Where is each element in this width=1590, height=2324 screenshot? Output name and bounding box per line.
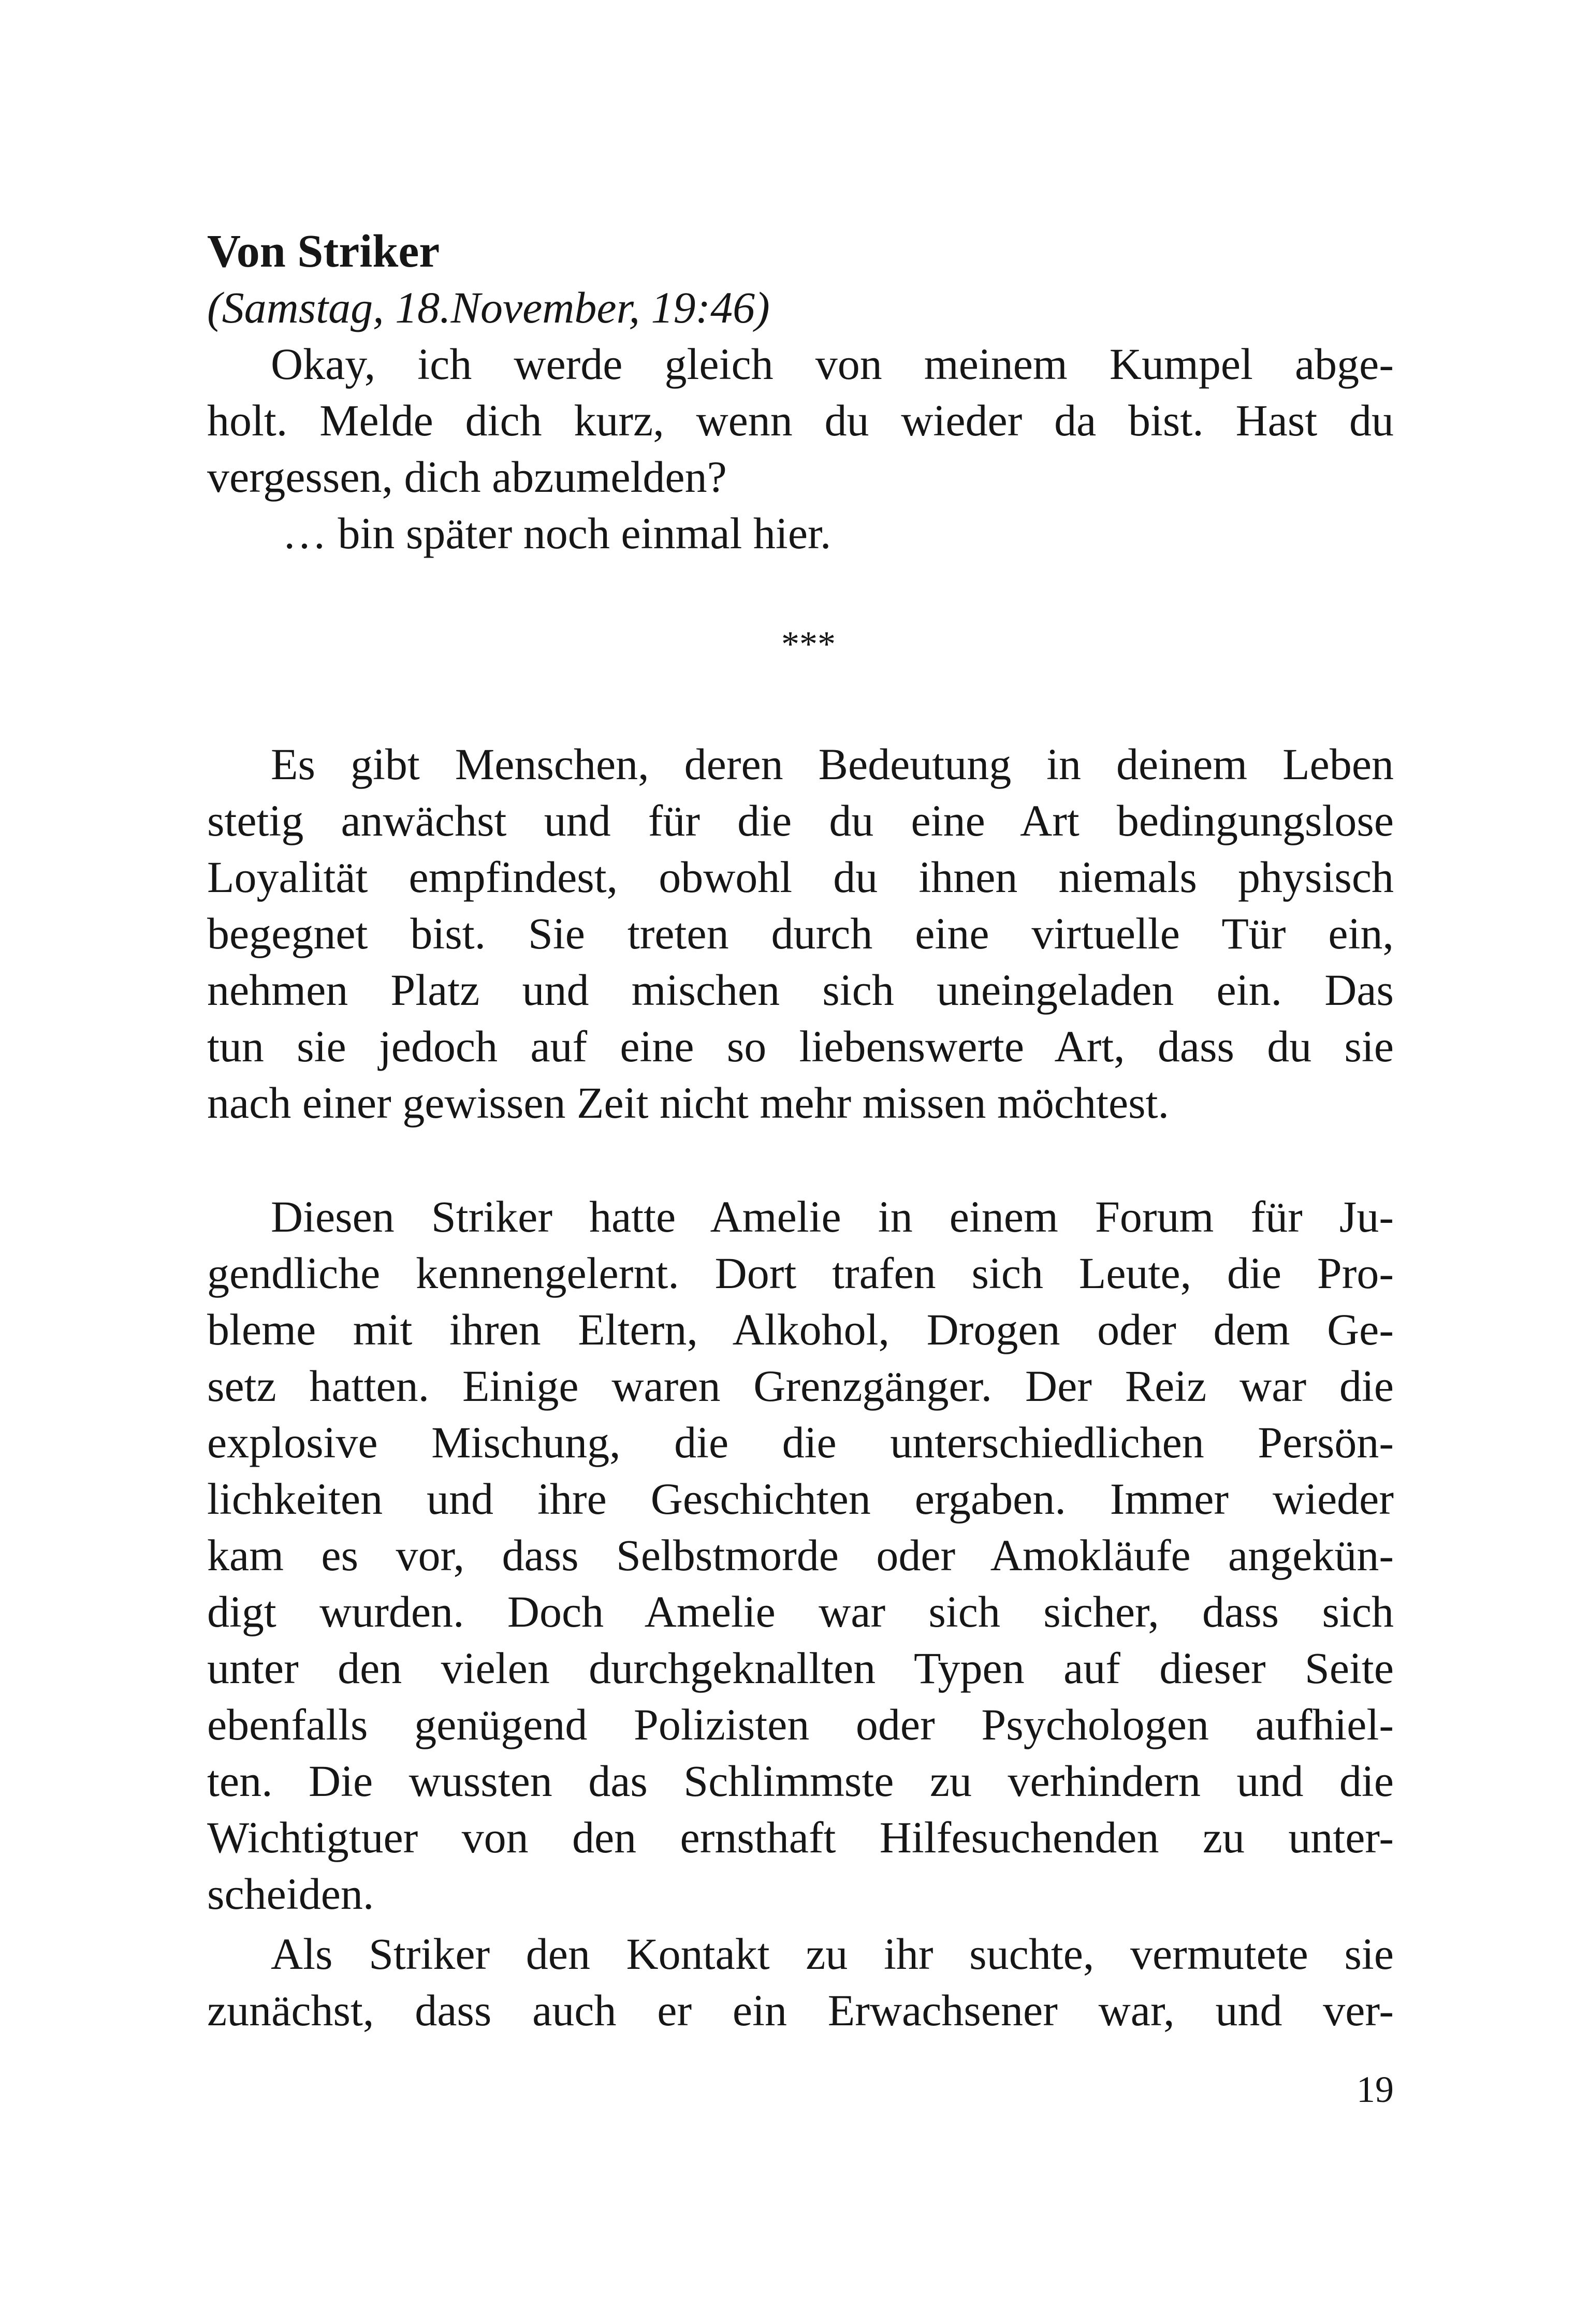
- message-line: holt. Melde dich kurz, wenn du wieder da bist. Hast du: [207, 396, 1394, 445]
- message-line: … bin später noch einmal hier.: [282, 508, 832, 558]
- paragraph-line: Als Striker den Kontakt zu ihr suchte, vermutete sie: [271, 1929, 1394, 1979]
- paragraph-line: scheiden.: [207, 1869, 374, 1919]
- paragraph-line: Wichtigtuer von den ernsthaft Hilfesuchenden zu unter-: [207, 1813, 1394, 1862]
- paragraph-line: ebenfalls genügend Polizisten oder Psychologen aufhiel-: [207, 1700, 1394, 1749]
- paragraph-line: gendliche kennengelernt. Dort trafen sich Leute, die Pro-: [207, 1248, 1394, 1298]
- message-line: vergessen, dich abzumelden?: [207, 452, 727, 502]
- paragraph-line: Loyalität empfindest, obwohl du ihnen niemals physisch: [207, 852, 1394, 902]
- paragraph-line: unter den vielen durchgeknallten Typen auf dieser Seite: [207, 1643, 1394, 1693]
- paragraph-line: begegnet bist. Sie treten durch eine virtuelle Tür ein,: [207, 909, 1394, 958]
- paragraph-line: lichkeiten und ihre Geschichten ergaben. Immer wieder: [207, 1474, 1394, 1524]
- page-number: 19: [1356, 2069, 1394, 2110]
- paragraph-line: ten. Die wussten das Schlimmste zu verhindern und die: [207, 1756, 1394, 1806]
- message-line: Okay, ich werde gleich von meinem Kumpel abge-: [271, 339, 1394, 389]
- paragraph-2: [207, 1189, 1394, 1922]
- paragraph-line: nach einer gewissen Zeit nicht mehr missen möchtest.: [207, 1078, 1170, 1128]
- paragraph-line: kam es vor, dass Selbstmorde oder Amokläufe angekün-: [207, 1530, 1394, 1580]
- paragraph-line: explosive Mischung, die die unterschiedlichen Persön-: [207, 1417, 1394, 1467]
- paragraph-line: setz hatten. Einige waren Grenzgänger. Der Reiz war die: [207, 1361, 1394, 1411]
- message-dateline: (Samstag, 18.November, 19:46): [207, 283, 770, 332]
- scene-separator: ***: [781, 624, 836, 664]
- paragraph-line: digt wurden. Doch Amelie war sich sicher, dass sich: [207, 1587, 1394, 1636]
- paragraph-line: zunächst, dass auch er ein Erwachsener war, und ver-: [207, 1985, 1394, 2035]
- paragraph-line: tun sie jedoch auf eine so liebenswerte Art, dass du sie: [207, 1021, 1394, 1071]
- paragraph-3: [207, 1926, 1394, 2039]
- message-heading: Von Striker: [207, 226, 440, 277]
- paragraph-1: [207, 736, 1394, 1131]
- message-block: [207, 223, 1394, 562]
- paragraph-line: Es gibt Menschen, deren Bedeutung in deinem Leben: [271, 739, 1394, 789]
- paragraph-line: nehmen Platz und mischen sich uneingeladen ein. Das: [207, 965, 1394, 1015]
- paragraph-line: Diesen Striker hatte Amelie in einem Forum für Ju-: [271, 1192, 1394, 1241]
- paragraph-line: bleme mit ihren Eltern, Alkohol, Drogen oder dem Ge-: [207, 1305, 1394, 1354]
- paragraph-line: stetig anwächst und für die du eine Art bedingungslose: [207, 796, 1394, 845]
